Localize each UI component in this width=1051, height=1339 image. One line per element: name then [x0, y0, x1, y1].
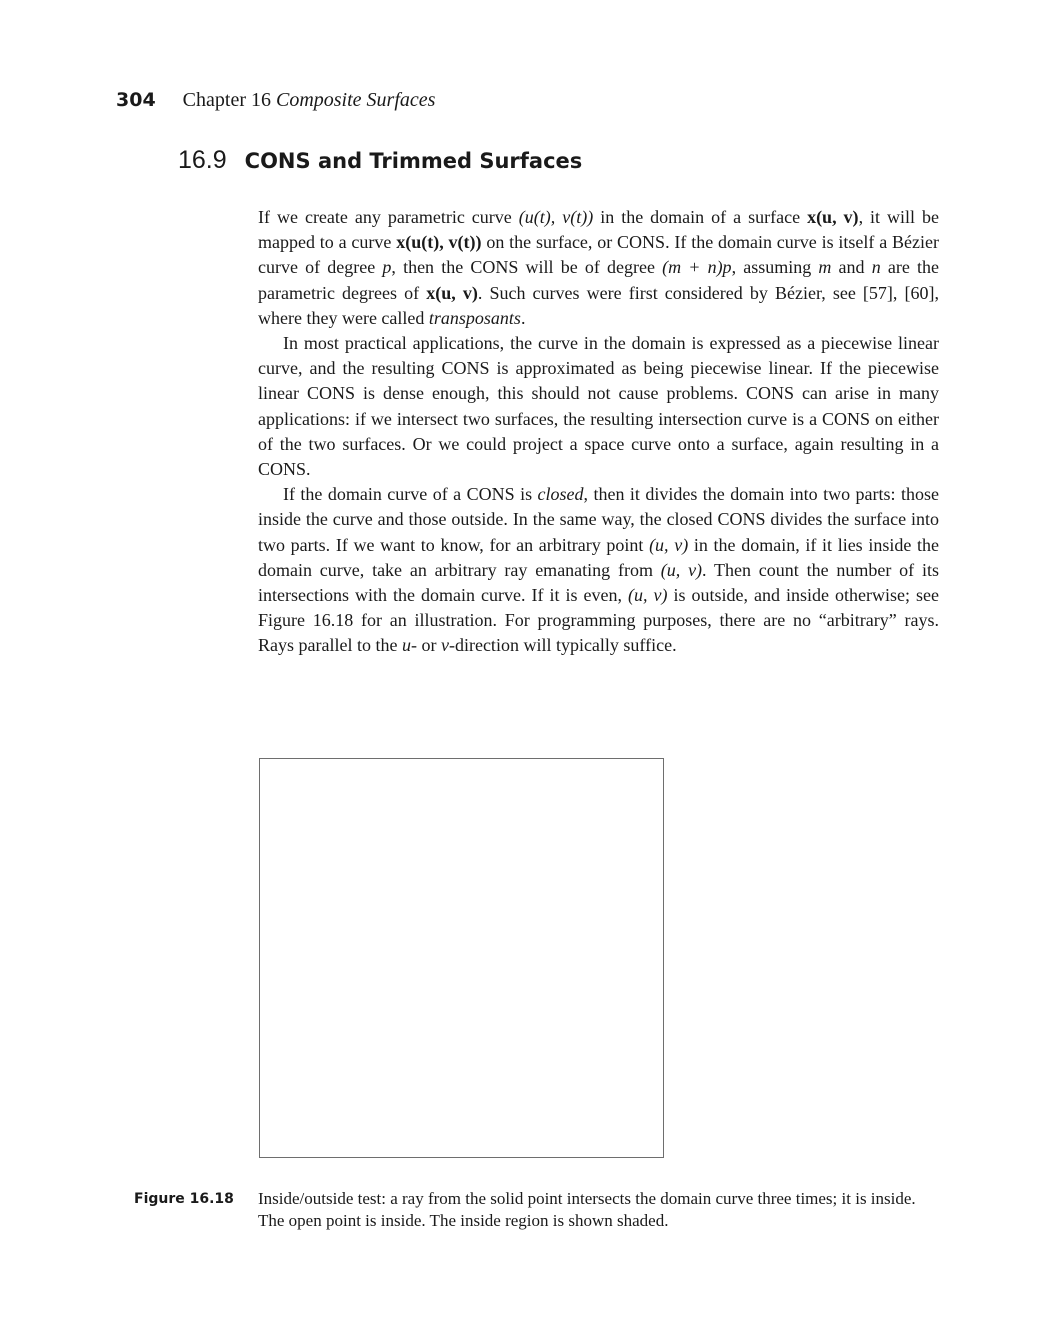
figure-16-18 — [259, 758, 664, 1158]
body-paragraph — [258, 482, 939, 658]
italic-run: u — [401, 635, 411, 656]
italic-run: v — [440, 635, 449, 656]
text-run: in the domain, if it lies inside the domain curve, take an arbitrary ray emanating from — [258, 534, 940, 580]
text-run: . Then count the number of its intersections with the domain curve. If it is even, — [258, 559, 939, 606]
body-paragraph — [258, 205, 939, 331]
text-run: , assuming — [731, 257, 819, 278]
body-paragraph — [258, 331, 939, 482]
chapter-label: Chapter 16 — [182, 89, 271, 111]
italic-run: transposants — [428, 307, 521, 328]
body-text — [258, 205, 939, 659]
italic-run: m — [818, 257, 832, 278]
italic-run: (m + n)p — [662, 257, 732, 278]
italic-run: (u, v) — [628, 585, 668, 606]
text-run: are the parametric degrees of — [258, 257, 939, 303]
text-run: on the surface, or CONS. If the domain curve is itself a Bézier curve of degree — [258, 232, 940, 278]
section-title: CONS and Trimmed Surfaces — [244, 149, 583, 173]
text-run: is outside, and inside otherwise; see Figure 16.18 for an illustration. For programming purposes, there are no “arbitrary” rays. Rays parallel to the — [258, 585, 940, 656]
figure-caption — [134, 1188, 939, 1232]
italic-run: (u, v) — [649, 534, 689, 555]
chapter-title: Composite Surfaces — [275, 89, 436, 111]
math-vector: x(u(t), v(t)) — [396, 232, 482, 253]
text-run: -direction will typically suffice. — [448, 635, 677, 656]
text-run: If the domain curve of a CONS is — [283, 484, 538, 505]
italic-run: p — [382, 257, 392, 278]
caption-text: Inside/outside test: a ray from the solid point intersects the domain curve three times; it is inside. The open point is inside. The inside region is shown shaded. — [258, 1189, 916, 1230]
text-run: . — [520, 307, 526, 328]
text-run: In most practical applications, the curve in the domain is expressed as a piecewise linear curve, and the resulting CONS is approximated as being piecewise linear. If the piecewise linear CONS is dense enough, this should not cause problems. CONS can arise in many applications: if we intersect two surfaces, the resulting intersection curve is a CONS on either of the two surfaces. Or we could project a space curve onto a surface, again resulting in a CONS. — [258, 333, 939, 480]
running-head — [116, 89, 435, 112]
text-run: , then the CONS will be of degree — [391, 257, 663, 278]
text-run: , then it divides the domain into two parts: those inside the curve and those outside. In the same way, the closed CONS divides the surface into two parts. If we want to know, for an arbitrary point — [258, 484, 939, 555]
italic-run: (u(t), v(t)) — [518, 207, 594, 227]
section-heading — [178, 146, 582, 175]
text-run: and — [831, 257, 872, 278]
text-run: in the domain of a surface — [593, 207, 808, 227]
text-run: . Such curves were first considered by Bézier, see [57], [60], where they were called — [258, 282, 940, 328]
math-vector: x(u, v) — [807, 207, 859, 227]
section-number: 16.9 — [178, 146, 227, 174]
page-number: 304 — [116, 89, 156, 111]
inside-outside-diagram — [260, 759, 662, 1156]
figure-label: Figure 16.18 — [134, 1191, 234, 1207]
text-run: - or — [410, 635, 441, 656]
italic-run: (u, v) — [660, 559, 703, 580]
text-run: , it will be mapped to a curve — [258, 207, 940, 253]
math-vector: x(u, v) — [426, 282, 478, 303]
text-run: If we create any parametric curve — [258, 207, 519, 227]
italic-run: closed — [537, 484, 584, 505]
italic-run: n — [871, 257, 881, 278]
